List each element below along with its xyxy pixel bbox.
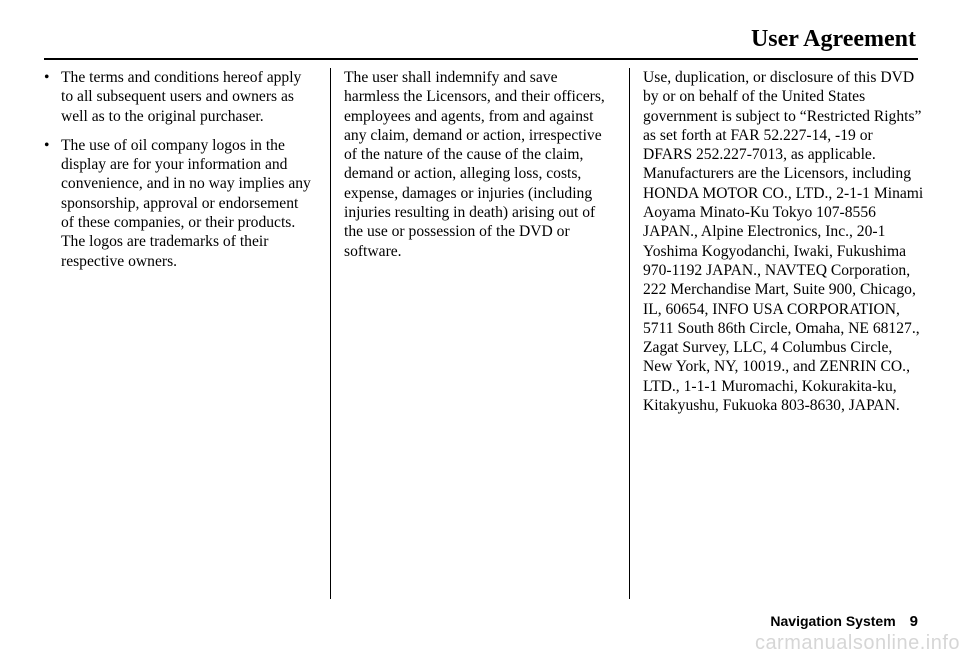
indemnify-paragraph: The user shall indemnify and save harmless the Licensors, and their officers, employees and agents, from and against any claim, demand or action, irrespective of the nature of the cause of the claim, demand or action, alleging loss, costs, expense, damages or injuries (including injuries resulting in death) arising out of the use or possession of the DVD or software. [344,69,605,260]
column-divider-2 [629,68,630,599]
column-1 [44,68,314,281]
column-3 [643,68,925,415]
bullet-list [44,68,314,271]
page-number: 9 [909,613,918,630]
page-footer [770,612,918,631]
watermark: carmanualsonline.info [754,632,960,654]
page-title: User Agreement [750,26,916,52]
column-divider-1 [330,68,331,599]
bullet-item-logos: • The use of oil company logos in the display are for your information and convenience, and in no way implies any sponsorship, approval or endorsement of these companies, or their products. The logos are trademarks of their respective owners. [44,136,314,271]
bullet-item-terms: • The terms and conditions hereof apply to all subsequent users and owners as well as to the original purchaser. [44,68,314,126]
footer-section-name: Navigation System [770,613,896,629]
header-divider [44,58,918,60]
column-2 [344,68,616,261]
restricted-rights-paragraph: Use, duplication, or disclosure of this DVD by or on behalf of the United States government is subject to “Restricted Rights” as set forth at FAR 52.227-14, -19 or DFARS 252.227-7013, as applicable. Manufacturers are the Licensors, including HONDA MOTOR CO., LTD., 2-1-1 Minami Aoyama Minato-Ku Tokyo 107-8556 JAPAN., Alpine Electronics, Inc., 20-1 Yoshima Kogyodanchi, Iwaki, Fukushima 970-1192 JAPAN., NAVTEQ Corporation, 222 Merchandise Mart, Suite 900, Chicago, IL, 60654, INFO USA CORPORATION, 5711 South 86th Circle, Omaha, NE 68127., Zagat Survey, LLC, 4 Columbus Circle, New York, NY, 10019., and ZENRIN CO., LTD., 1-1-1 Muromachi, Kokurakita-ku, Kitakyushu, Fukuoka 803-8630, JAPAN. [643,69,924,415]
